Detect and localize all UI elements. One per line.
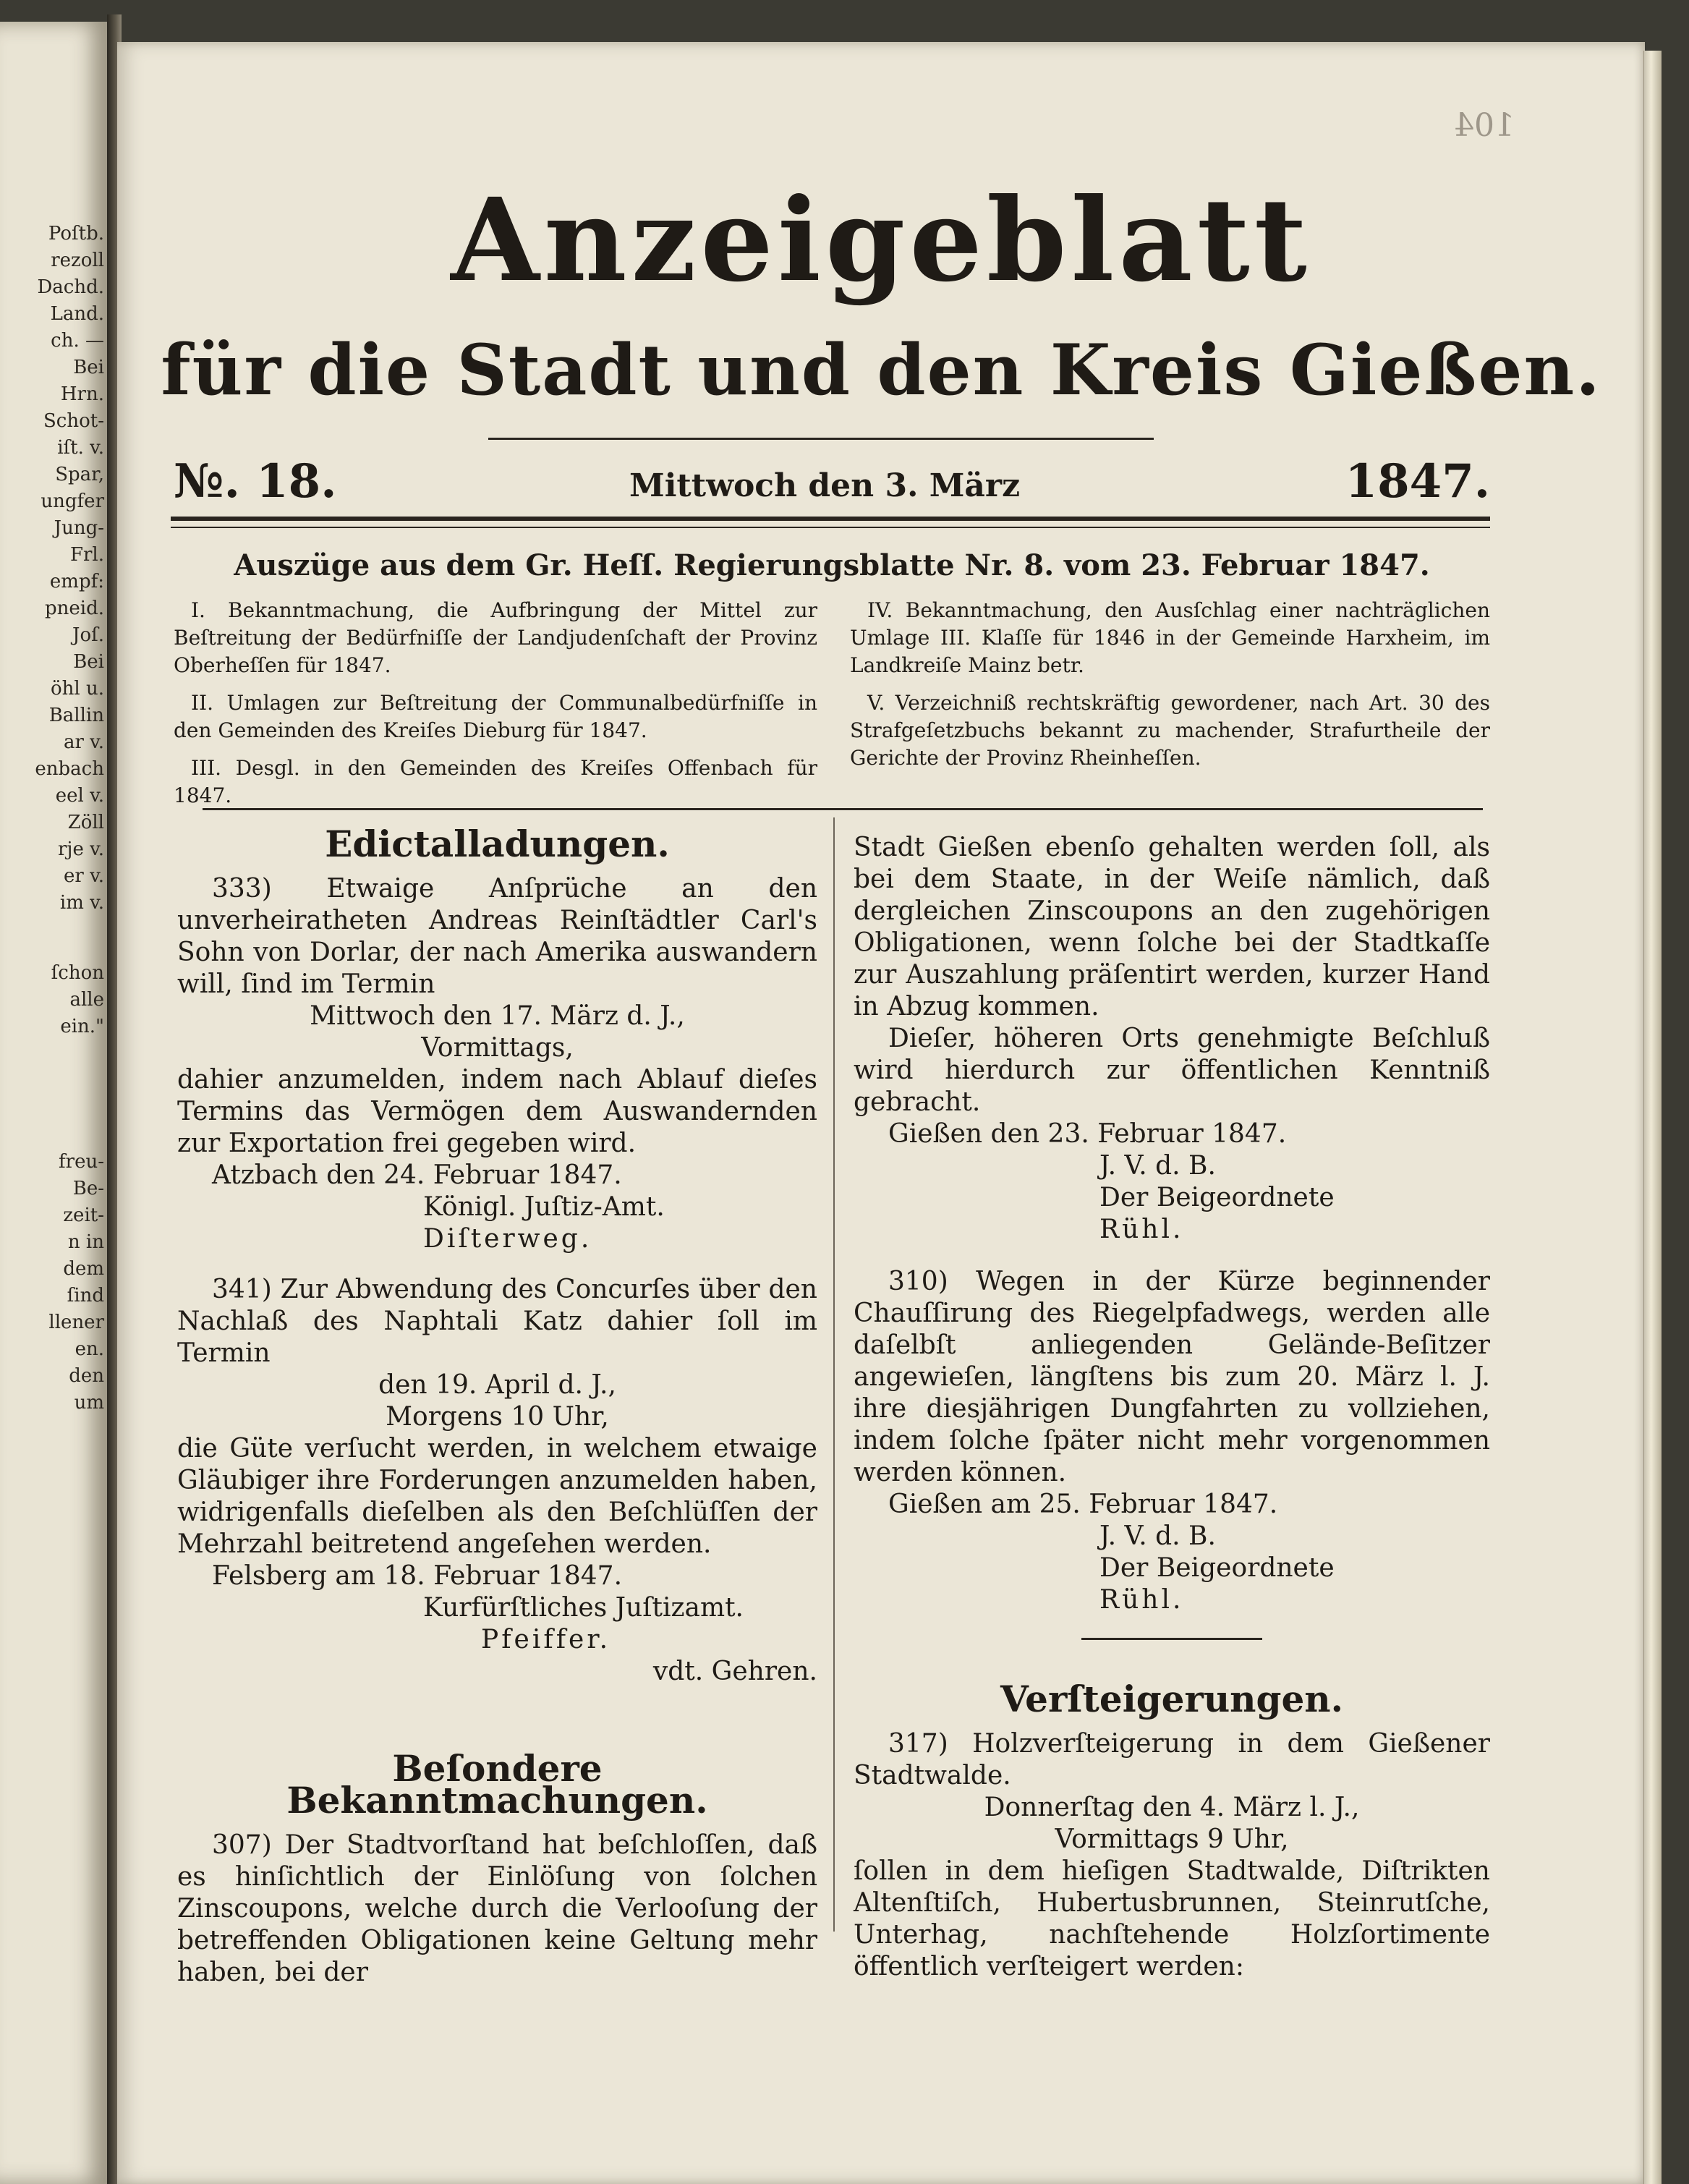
notice-307-role: Der Beigeordnete [1099, 1183, 1335, 1212]
notice-307-continued: Stadt Gießen ebenſo gehalten werden ſoll, als bei dem Staate, in der Weiſe nämlich, daß dergleichen Zinscoupons an den zugehörigen Obligationen, wenn ſolche bei der Stadtkaſſe zur Auszahlung präſentirt werden, kurzer Hand in Abzug kommen. [854, 833, 1490, 1021]
auszuege-left-column [174, 597, 817, 820]
section-divider [1081, 1638, 1262, 1640]
left-page-fragment: Bei [73, 357, 104, 378]
auszug-item-2: II. Umlagen zur Beſtreitung der Communalbedürfniſſe in den Gemeinden des Kreiſes Dieburg für 1847. [174, 691, 817, 742]
left-page-fragment: Zöll [67, 812, 104, 833]
left-page-fragment: ungfer [41, 490, 104, 512]
left-page-fragment: Spar, [55, 464, 104, 485]
issue-number: №. 18. [174, 454, 337, 509]
notice-317-time: Vormittags 9 Uhr, [1055, 1824, 1289, 1854]
notice-307-name: Rühl. [1099, 1215, 1184, 1244]
left-page-fragment: pneid. [45, 598, 104, 619]
notice-341-text: 341) Zur Abwendung des Concurſes über den Nachlaß des Naphtali Katz dahier ſoll im Termin [177, 1275, 817, 1368]
left-page-fragment: zeit- [63, 1204, 104, 1226]
left-page-fragment: eel v. [55, 785, 104, 807]
notice-307-ivdb: J. V. d. B. [1099, 1151, 1216, 1181]
left-page-fragment: iſt. v. [57, 437, 104, 459]
notice-341-time: Morgens 10 Uhr, [386, 1402, 609, 1432]
facing-left-page [0, 22, 109, 2184]
left-page-fragment: ſind [67, 1285, 104, 1306]
notice-310-ivdb: J. V. d. B. [1099, 1521, 1216, 1551]
masthead-divider [488, 438, 1154, 440]
auszug-item-3: III. Desgl. in den Gemeinden des Kreiſes Offenbach für 1847. [174, 756, 817, 807]
left-body-column [177, 823, 817, 1989]
page-edge [1643, 51, 1662, 2184]
left-page-fragment: Joſ. [72, 624, 104, 646]
left-page-fragment: um [74, 1392, 104, 1414]
issue-header [174, 454, 1490, 512]
notice-310-name: Rühl. [1099, 1585, 1184, 1615]
auszug-item-4: IV. Bekanntmachung, den Ausſchlag einer nachträglichen Umlage III. Klaſſe für 1846 in der Gemeinde Harxheim, im Landkreiſe Mainz betr. [850, 598, 1490, 677]
notice-333-authority: Königl. Juſtiz-Amt. [423, 1192, 665, 1222]
left-page-fragment: freu- [59, 1151, 104, 1173]
edictalladungen-heading: Edictalladungen. [325, 823, 670, 865]
masthead-title: Anzeigeblatt [451, 174, 1311, 307]
left-page-fragment: den [69, 1365, 104, 1387]
versteigerungen-heading: Verſteigerungen. [1000, 1678, 1344, 1720]
besondere-bekanntmachungen-heading: Beſondere Bekanntmachungen. [286, 1747, 708, 1822]
left-page-text-fragments [3, 221, 104, 1416]
notice-317-text: 317) Holzverſteigerung in dem Gießener Stadtwalde. [854, 1729, 1490, 1790]
left-page-fragment: empf: [49, 571, 104, 592]
left-page-fragment: Hrn. [60, 383, 104, 405]
column-divider [833, 817, 835, 1932]
left-page-fragment: en. [75, 1338, 104, 1360]
left-page-fragment: öhl u. [51, 678, 104, 700]
header-double-rule-top [171, 517, 1490, 521]
notice-341-place: Felsberg am 18. Februar 1847. [212, 1561, 623, 1591]
left-page-fragment: rezoll [51, 250, 104, 271]
notice-307-continued-2: Dieſer, höheren Orts genehmigte Beſchluß wird hierdurch zur öffentlichen Kenntniß gebracht. [854, 1024, 1490, 1117]
left-page-fragment: Poſtb. [48, 223, 104, 245]
left-page-fragment: Dachd. [37, 276, 104, 298]
notice-341-text2: die Güte verſucht werden, in welchem etwaige Gläubiger ihre Forderungen anzumelden haben, widrigenfalls dieſelben als den Beſchlüſſen der Mehrzahl beitretend angeſehen werden. [177, 1434, 817, 1559]
auszug-item-1: I. Bekanntmachung, die Aufbringung der Mittel zur Beſtreitung der Bedürfniſſe der Landjudenſchaft der Provinz Oberheſſen für 1847. [174, 598, 817, 677]
left-page-fragment: alle [69, 989, 104, 1011]
notice-341-signer: Pfeiffer. [481, 1625, 611, 1654]
notice-333-signer: Diſterweg. [423, 1224, 592, 1254]
auszuege-divider [203, 808, 1483, 810]
left-page-fragment: im v. [59, 892, 104, 914]
left-page-fragment: Ballin [48, 705, 104, 726]
left-page-fragment: enbach [35, 758, 104, 780]
left-page-fragment: ar v. [63, 731, 104, 753]
notice-341-authority: Kurfürſtliches Juſtizamt. [423, 1593, 744, 1623]
left-page-fragment: n in [67, 1231, 104, 1253]
notice-307-text: 307) Der Stadtvorſtand hat beſchloſſen, daß es hinſichtlich der Einlöſung von ſolchen Zinscoupons, welche durch die Verlooſung der betreffenden Obligationen keine Geltung mehr haben, bei der [177, 1830, 817, 1987]
auszuege-right-column [850, 597, 1490, 782]
left-page-fragment: Be- [72, 1178, 104, 1199]
notice-333-text: 333) Etwaige Anſprüche an den unverheiratheten Andreas Reinſtädtler Carl's Sohn von Dorlar, der nach Amerika auswandern will, ſind im Termin [177, 874, 817, 999]
left-page-fragment: Land. [50, 303, 104, 325]
auszug-item-5: V. Verzeichniß rechtskräftig gewordener, nach Art. 30 des Strafgeſetzbuchs bekannt zu machender, Strafurtheile der Gerichte der Provinz Rheinheſſen. [850, 691, 1490, 770]
notice-317-text2: ſollen in dem hieſigen Stadtwalde, Diſtrikten Altenſtiſch, Hubertusbrunnen, Steinrutſche, Unterhag, nachſtehende Holzſortimente öffentlich verſteigert werden: [854, 1856, 1490, 1981]
left-page-fragment: Schot- [43, 410, 104, 432]
left-page-fragment: Frl. [69, 544, 104, 566]
auszuege-heading: Auszüge aus dem Gr. Heſſ. Regierungsblatte Nr. 8. vom 23. Februar 1847. [234, 548, 1430, 582]
notice-333-place: Atzbach den 24. Februar 1847. [212, 1160, 622, 1190]
left-page-fragment: ſchon [51, 962, 104, 984]
left-page-fragment: Bei [73, 651, 104, 673]
left-page-fragment: ch. — [51, 330, 104, 352]
notice-310-text: 310) Wegen in der Kürze beginnender Chauſſirung des Riegelpfadwegs, werden alle daſelbſt anliegenden Gelände-Beſitzer angewieſen, längſtens bis zum 20. März l. J. ihre diesjährigen Dungfahrten zu vollziehen, indem ſolche ſpäter nicht mehr vorgenommen werden können. [854, 1267, 1490, 1487]
page-number-bleedthrough: 104 [1454, 107, 1515, 144]
notice-317-date: Donnerſtag den 4. März l. J., [984, 1793, 1360, 1822]
left-page-fragment: rje v. [57, 838, 104, 860]
left-page-fragment: llener [48, 1312, 104, 1333]
right-body-column [854, 832, 1490, 1983]
notice-333-text2: dahier anzumelden, indem nach Ablauf dieſes Termins das Vermögen dem Auswandernden zur Exportation frei gegeben wird. [177, 1065, 817, 1158]
left-page-fragment: dem [63, 1258, 104, 1280]
left-page-fragment: Jung- [54, 517, 104, 539]
left-page-fragment: er v. [64, 865, 104, 887]
notice-341-clerk: vdt. Gehren. [652, 1657, 817, 1686]
header-double-rule-bottom [171, 527, 1490, 528]
notice-333-date: Mittwoch den 17. März d. J., [310, 1001, 685, 1031]
masthead-subtitle: für die Stadt und den Kreis Gießen. [161, 329, 1601, 411]
notice-310-place: Gießen am 25. Februar 1847. [888, 1490, 1278, 1519]
left-page-fragment: ein." [60, 1016, 104, 1037]
issue-year: 1847. [1345, 454, 1490, 509]
notice-333-time: Vormittags, [421, 1033, 574, 1063]
notice-310-role: Der Beigeordnete [1099, 1553, 1335, 1583]
issue-date: Mittwoch den 3. März [629, 467, 1021, 504]
notice-341-date: den 19. April d. J., [378, 1370, 616, 1400]
notice-307-place: Gießen den 23. Februar 1847. [888, 1119, 1287, 1149]
